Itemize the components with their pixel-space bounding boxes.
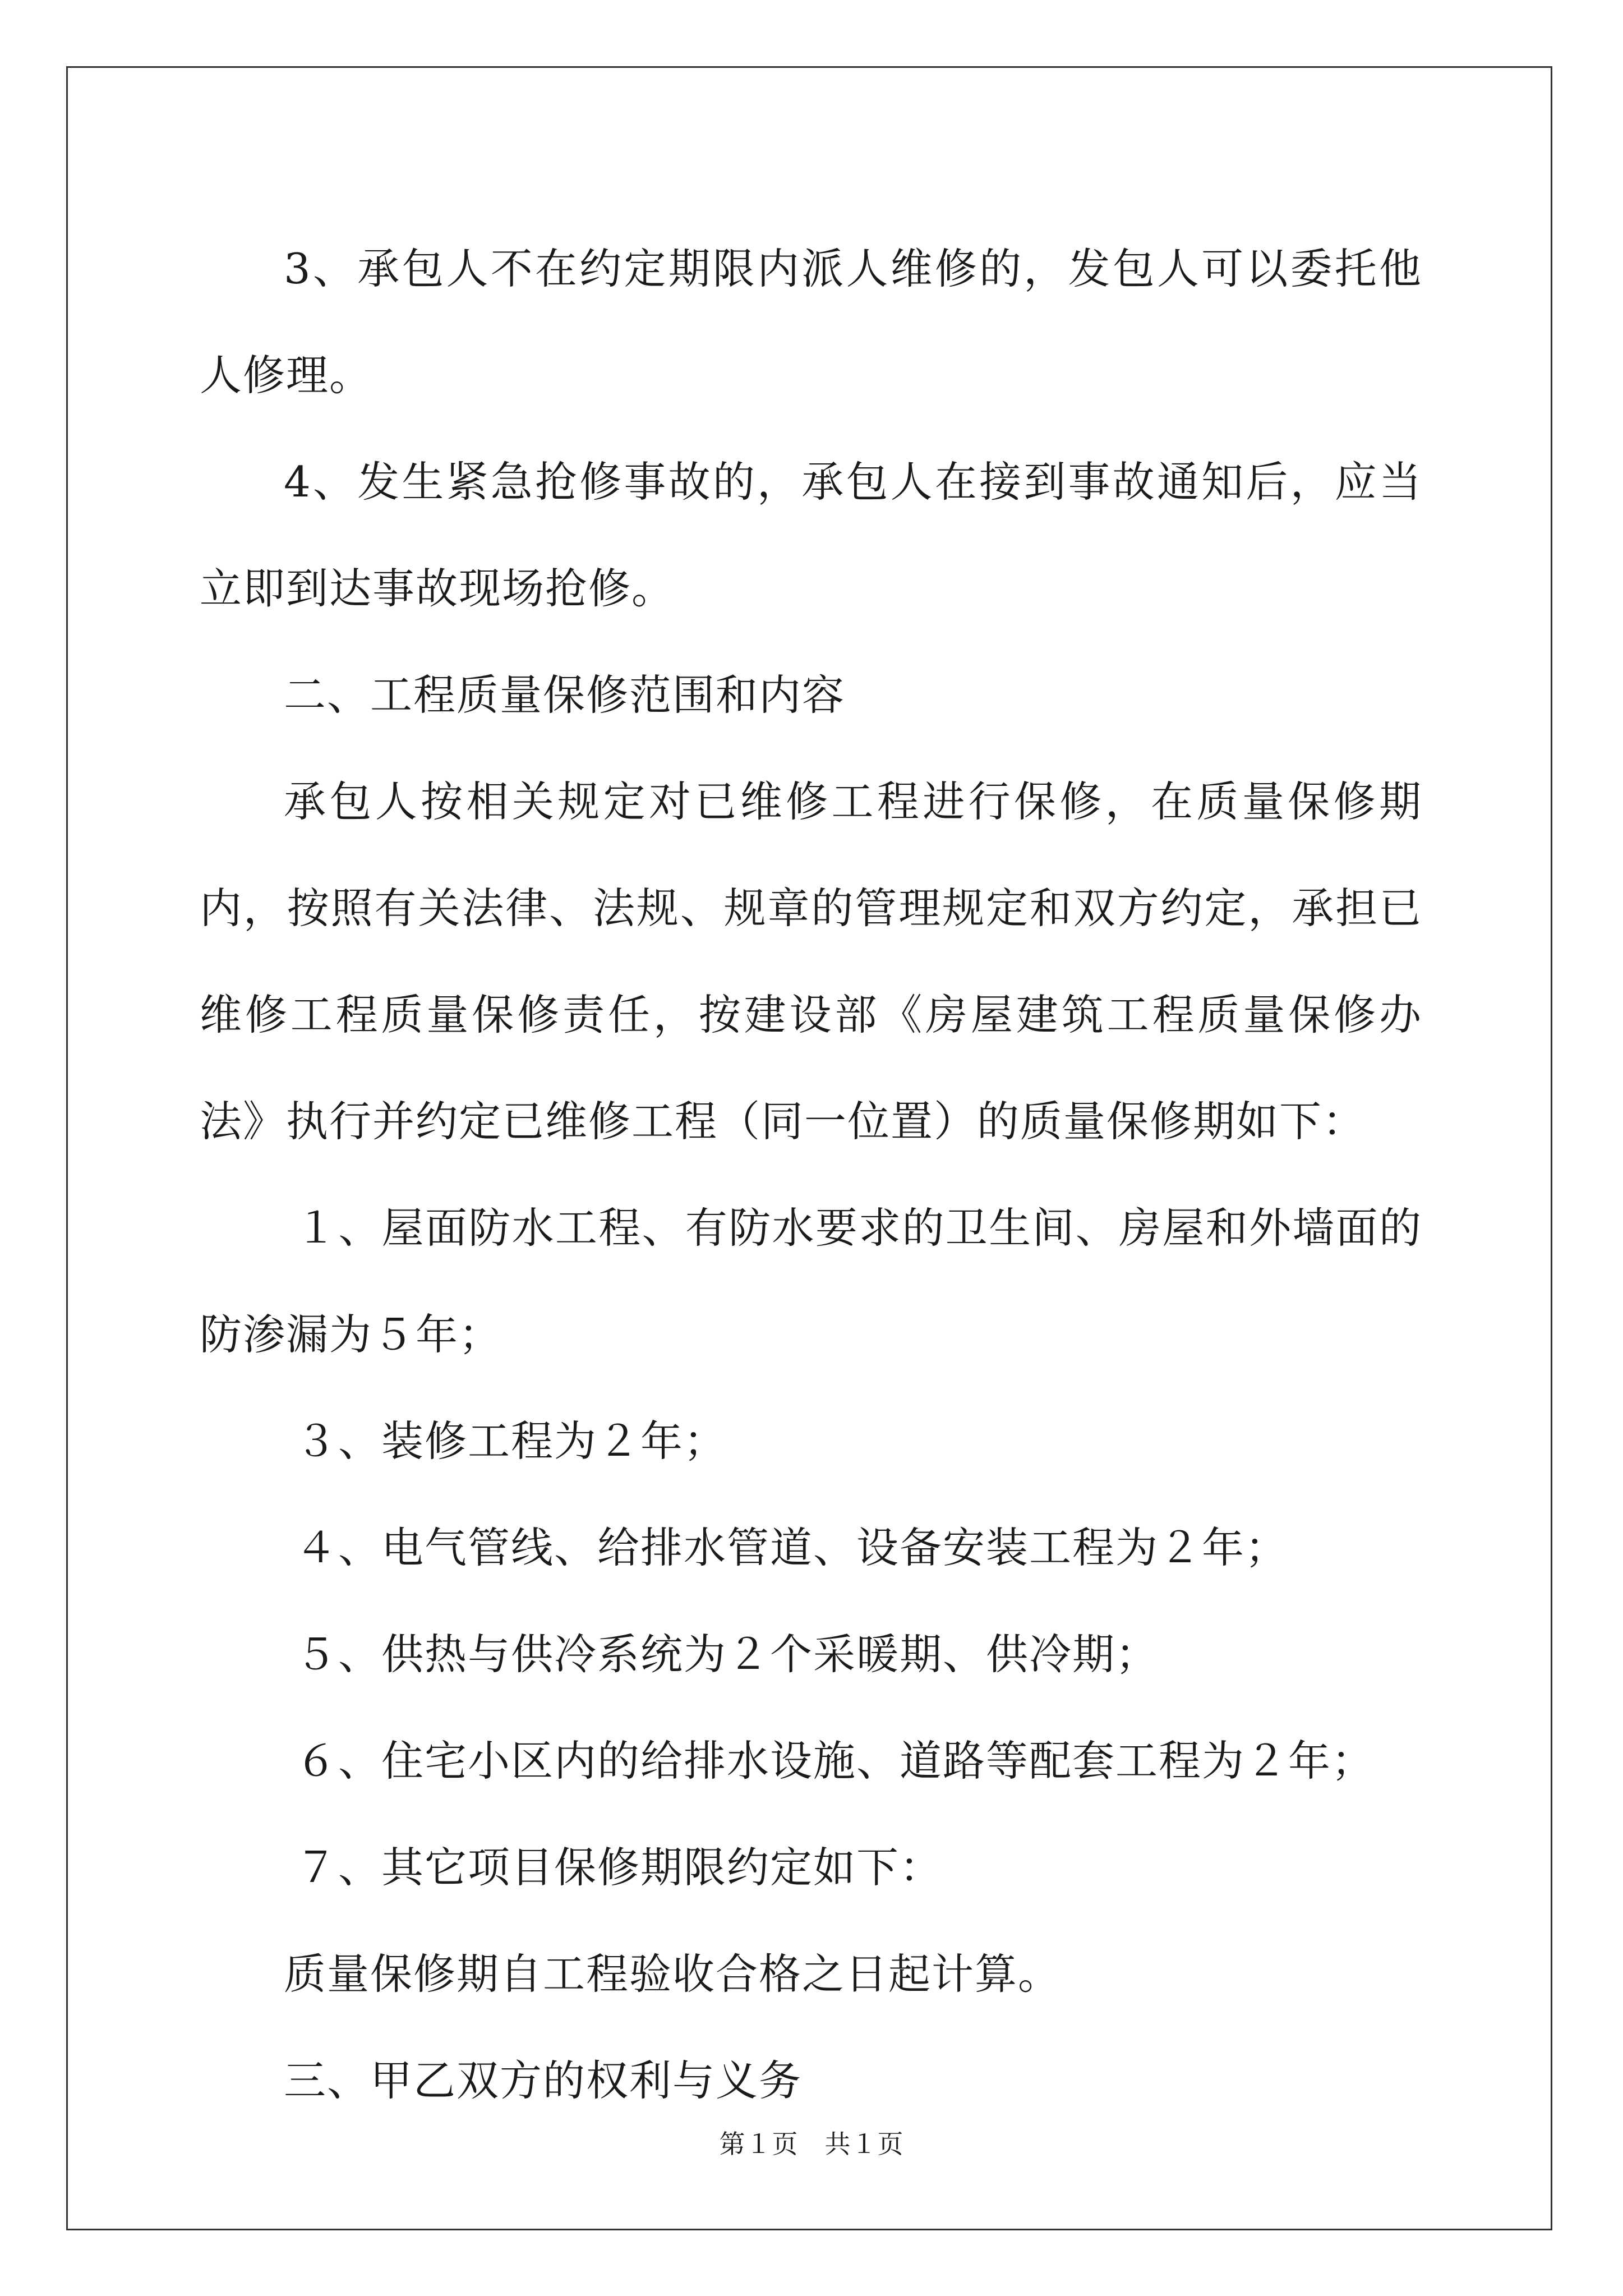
- paragraph-warranty-start: 质量保修期自工程验收合格之日起计算。: [284, 1949, 1062, 1999]
- page-number-footer: 第１页 共１页: [719, 2129, 904, 2159]
- list-item-residential-facilities: ６、住宅小区内的给排水设施、道路等配套工程为２年；: [295, 1736, 1375, 1786]
- section-heading-warranty-scope: 二、工程质量保修范围和内容: [284, 670, 846, 720]
- list-item-roof-waterproofing: １、屋面防水工程、有防水要求的卫生间、房屋和外墙面的防渗漏为５年；: [200, 1203, 1422, 1359]
- list-item-heating-cooling: ５、供热与供冷系统为２个采暖期、供冷期；: [295, 1630, 1159, 1679]
- list-item-other-items: ７、其它项目保修期限约定如下：: [295, 1843, 943, 1892]
- paragraph-maintenance-delegation: 3、承包人不在约定期限内派人维修的，发包人可以委托他人修理。: [200, 244, 1422, 400]
- section-heading-rights-obligations: 三、甲乙双方的权利与义务: [284, 2056, 803, 2105]
- paragraph-emergency-repair: 4、发生紧急抢修事故的，承包人在接到事故通知后，应当立即到达事故现场抢修。: [200, 457, 1422, 613]
- list-item-decoration: ３、装修工程为２年；: [295, 1416, 727, 1466]
- paragraph-warranty-terms: 承包人按相关规定对已维修工程进行保修，在质量保修期内，按照有关法律、法规、规章的管理规定和双方约定，承担已维修工程质量保修责任，按建设部《房屋建筑工程质量保修办法》执行并约定已维修工程（同一位置）的质量保修期如下：: [200, 777, 1422, 1146]
- list-item-electrical-plumbing: ４、电气管线、给排水管道、设备安装工程为２年；: [295, 1523, 1289, 1572]
- document-body: [200, 215, 1422, 2134]
